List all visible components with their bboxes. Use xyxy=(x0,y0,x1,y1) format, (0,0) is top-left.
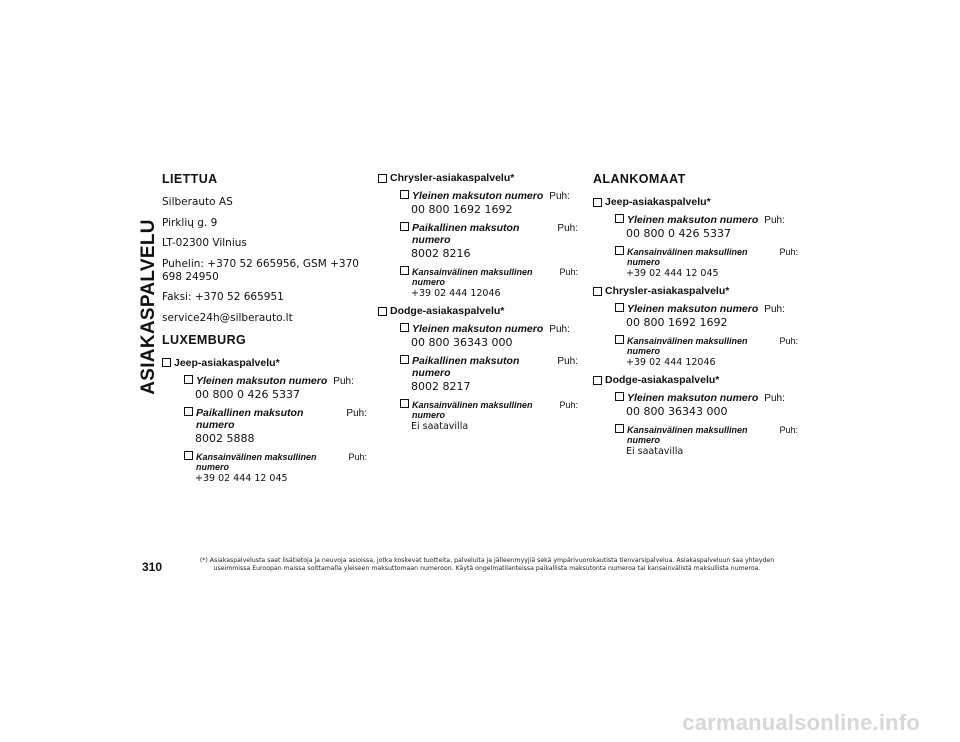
phone-number: +39 02 444 12 045 xyxy=(626,268,719,279)
checkbox-square-icon xyxy=(184,451,193,460)
checkbox-square-icon xyxy=(615,392,624,401)
group-title: Chrysler-asiakaspalvelu* xyxy=(593,285,798,297)
address-line: Silberauto AS xyxy=(162,196,233,208)
section-side-title: ASIAKASPALVELU xyxy=(138,219,159,395)
email-line: service24h@silberauto.lt xyxy=(162,311,293,324)
list-item: Yleinen maksuton numero Puh: 00 800 36343 000 xyxy=(400,323,578,349)
checkbox-square-icon xyxy=(593,198,602,207)
checkbox-square-icon xyxy=(400,266,409,275)
checkbox-square-icon xyxy=(400,399,409,408)
list-item: Yleinen maksuton numero Puh: 00 800 1692 1692 xyxy=(615,303,798,329)
checkbox-square-icon xyxy=(162,358,171,367)
phone-number: +39 02 444 12 045 xyxy=(195,472,288,484)
phone-number: Ei saatavilla xyxy=(626,446,684,457)
list-item: Kansainvälinen maksullinen numero Puh: +39 02 444 12 045 xyxy=(615,246,798,279)
group-title: Chrysler-asiakaspalvelu* xyxy=(378,172,578,184)
heading-luxembourg: LUXEMBURG xyxy=(162,332,247,347)
group-title: Dodge-asiakaspalvelu* xyxy=(378,305,578,317)
checkbox-square-icon xyxy=(615,335,624,344)
list-item: Kansainvälinen maksullinen numero Puh: +39 02 444 12046 xyxy=(615,335,798,368)
checkbox-square-icon xyxy=(184,407,193,416)
phone-number: 8002 8216 xyxy=(411,247,471,260)
list-item: Paikallinen maksuton numero Puh: 8002 8216 xyxy=(400,222,578,260)
checkbox-square-icon xyxy=(378,174,387,183)
footnote: (*) Asiakaspalvelusta saat lisätietoja ja neuvoja asioissa, jotka koskevat tuotteita, palveluita ja jälleenmyyjiä sekä ympärivuorokautista tienvarsipalvelua. Asiakaspalveluun saa yhteyden useimmissa Euroopan maissa soittamalla yleiseen maksuttomaan numeroon. Käytä ongelmatilanteissa paikallista maksutonta numeroa tai kansainvälistä maksullista numeroa. xyxy=(199,557,775,572)
list-item: Kansainvälinen maksullinen numero Puh: +39 02 444 12046 xyxy=(400,266,578,299)
checkbox-square-icon xyxy=(615,246,624,255)
list-item: Paikallinen maksuton numero Puh: 8002 5888 xyxy=(184,407,367,445)
list-item: Kansainvälinen maksullinen numero Puh: +39 02 444 12 045 xyxy=(184,451,367,484)
phone-number: 8002 8217 xyxy=(411,380,471,393)
checkbox-square-icon xyxy=(378,307,387,316)
heading-lithuania: LIETTUA xyxy=(162,172,218,186)
phone-number: 00 800 1692 1692 xyxy=(411,203,513,216)
list-item: Yleinen maksuton numero Puh: 00 800 0 426 5337 xyxy=(615,214,798,240)
checkbox-square-icon xyxy=(400,355,409,364)
checkbox-square-icon xyxy=(593,376,602,385)
phone-line: Puhelin: +370 52 665956, GSM +370 698 24950 xyxy=(162,257,359,283)
list-item: Paikallinen maksuton numero Puh: 8002 8217 xyxy=(400,355,578,393)
address-line: Pirklių g. 9 xyxy=(162,216,218,229)
checkbox-square-icon xyxy=(593,287,602,296)
list-item: Kansainvälinen maksullinen numero Puh: Ei saatavilla xyxy=(615,424,798,457)
group-title: Jeep-asiakaspalvelu* xyxy=(162,357,367,369)
group-title: Dodge-asiakaspalvelu* xyxy=(593,374,798,386)
phone-number: +39 02 444 12046 xyxy=(626,357,716,368)
page-number: 310 xyxy=(142,560,163,574)
list-item: Yleinen maksuton numero Puh: 00 800 36343 000 xyxy=(615,392,798,418)
checkbox-square-icon xyxy=(615,303,624,312)
watermark: carmanualsonline.info xyxy=(682,710,920,735)
column-luxembourg-continued xyxy=(378,172,578,438)
list-item: Kansainvälinen maksullinen numero Puh: Ei saatavilla xyxy=(400,399,578,432)
address-line: LT-02300 Vilnius xyxy=(162,237,247,249)
phone-number: 00 800 36343 000 xyxy=(626,405,728,418)
checkbox-square-icon xyxy=(400,190,409,199)
phone-number: Ei saatavilla xyxy=(411,421,469,432)
checkbox-square-icon xyxy=(400,323,409,332)
group-title: Jeep-asiakaspalvelu* xyxy=(593,196,798,208)
checkbox-square-icon xyxy=(615,424,624,433)
fax-line: Faksi: +370 52 665951 xyxy=(162,291,284,303)
phone-number: 00 800 0 426 5337 xyxy=(195,387,300,401)
list-item: Yleinen maksuton numero Puh: 00 800 0 426 5337 xyxy=(184,375,367,401)
heading-netherlands: ALANKOMAAT xyxy=(593,172,686,186)
list-item: Yleinen maksuton numero Puh: 00 800 1692 1692 xyxy=(400,190,578,216)
phone-number: 00 800 36343 000 xyxy=(411,336,513,349)
checkbox-square-icon xyxy=(400,222,409,231)
column-lithuania-luxembourg xyxy=(162,172,367,490)
phone-number: 00 800 0 426 5337 xyxy=(626,227,731,240)
checkbox-square-icon xyxy=(184,375,193,384)
phone-number: 8002 5888 xyxy=(195,431,255,445)
column-netherlands xyxy=(593,172,798,463)
phone-number: 00 800 1692 1692 xyxy=(626,316,728,329)
checkbox-square-icon xyxy=(615,214,624,223)
phone-number: +39 02 444 12046 xyxy=(411,288,501,299)
